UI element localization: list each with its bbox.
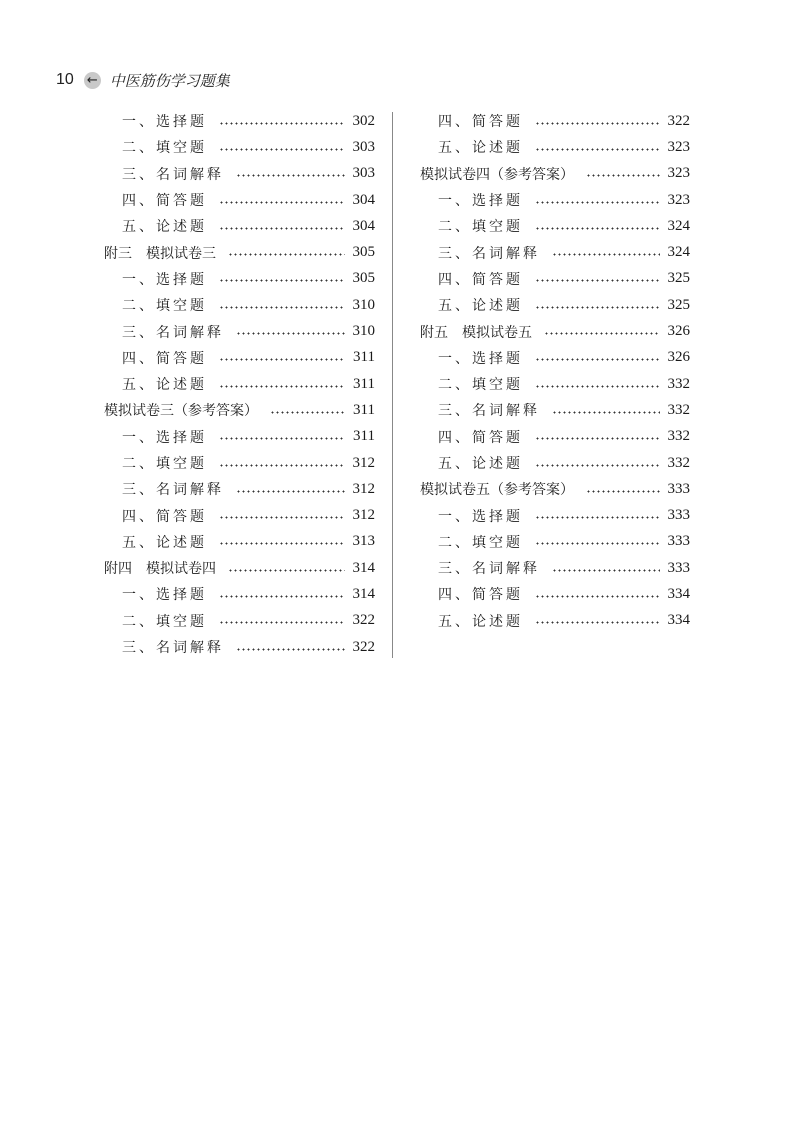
dot-leader [535,542,660,545]
toc-entry-page: 332 [667,401,690,418]
toc-section-entry [104,239,375,265]
dot-leader [219,437,345,440]
dot-leader [544,332,660,335]
toc-entry [420,213,690,239]
toc-entry-page: 333 [667,507,690,524]
toc-entry-page: 322 [667,112,690,129]
dot-leader [219,621,345,624]
toc-section-entry [420,161,690,187]
toc-entry-page: 322 [352,638,375,655]
dot-leader [228,253,345,256]
dot-leader [535,464,660,467]
toc-entry [104,424,375,450]
toc-entry [420,608,690,634]
toc-entry-page: 313 [352,533,375,550]
toc-entry-page: 333 [667,533,690,550]
toc-entry-page: 312 [352,507,375,524]
dot-leader [535,385,660,388]
dot-leader [219,279,345,282]
toc-entry-page: 332 [667,454,690,471]
dot-leader [586,174,660,177]
toc-entry-page: 302 [352,112,375,129]
dot-leader [535,148,660,151]
toc-entry-page: 312 [352,480,375,497]
column-divider [392,112,393,658]
toc-entry [104,450,375,476]
toc-entry-title: 二、填空题 [438,377,523,394]
dot-leader [219,148,345,151]
toc-entry-title: 五、论述题 [438,456,523,472]
toc-entry-title: 三、名词解释 [438,561,540,578]
toc-entry-page: 303 [352,165,375,182]
toc-entry-title: 一、选择题 [438,193,523,210]
toc-entry [420,266,690,292]
book-title: 中医筋伤学习题集 [109,71,230,90]
toc-entry-title: 五、论述题 [122,377,207,394]
toc-entry-page: 304 [352,217,375,234]
toc-entry-title: 五、论述题 [122,534,207,551]
toc-entry [104,292,375,318]
toc-entry-page: 323 [667,191,690,208]
dot-leader [535,201,660,204]
toc-entry [420,529,690,555]
dot-leader [535,227,660,230]
toc-entry-page: 311 [353,428,375,445]
toc-entry-title: 三、名词解释 [438,245,540,262]
toc-entry [420,450,690,476]
toc-entry [104,476,375,502]
toc-entry [104,134,375,160]
dot-leader [535,279,660,282]
toc-entry [420,345,690,371]
toc-entry-title: 四、简答题 [438,587,523,604]
toc-entry-page: 310 [352,296,375,313]
toc-entry [104,371,375,397]
dot-leader [270,411,345,414]
dot-leader [535,437,660,440]
toc-entry-title: 四、简答题 [438,114,523,131]
toc-entry-title: 四、简答题 [438,271,523,288]
dot-leader [586,490,660,493]
toc-entry-page: 332 [667,375,690,392]
toc-entry-title: 一、选择题 [122,429,207,446]
toc-entry-title: 附四 模拟试卷四 [104,561,216,578]
toc-entry-title: 附三 模拟试卷三 [104,245,216,262]
dot-leader [236,174,345,177]
toc-entry-title: 二、填空题 [122,298,207,315]
toc-entry-title: 四、简答题 [122,193,207,210]
toc-entry-page: 314 [352,585,375,602]
toc-entry-title: 二、填空题 [438,534,523,551]
toc-entry-title: 模拟试卷四（参考答案） [420,166,574,183]
toc-left-column [104,108,375,660]
toc-section-entry [104,397,375,423]
toc-entry-title: 一、选择题 [122,587,207,604]
toc-entry-page: 322 [352,612,375,629]
dot-leader [535,595,660,598]
toc-entry-title: 一、选择题 [122,271,207,288]
toc-entry [420,424,690,450]
toc-entry-page: 326 [667,323,690,340]
toc-entry-title: 四、简答题 [438,429,523,446]
toc-entry-title: 三、名词解释 [122,482,224,499]
dot-leader [535,516,660,519]
dot-leader [236,332,345,335]
toc-entry-page: 323 [667,165,690,182]
toc-section-entry [420,476,690,502]
toc-section-entry [104,555,375,581]
dot-leader [219,122,345,125]
toc-entry-page: 311 [353,375,375,392]
toc-entry [420,581,690,607]
toc-entry-page: 326 [667,349,690,366]
toc-entry [104,108,375,134]
dot-leader [535,358,660,361]
toc-entry-page: 325 [667,296,690,313]
toc-entry-title: 一、选择题 [438,508,523,525]
toc-entry [104,608,375,634]
toc-entry [104,213,375,239]
toc-entry-page: 334 [667,612,690,629]
toc-entry-title: 模拟试卷三（参考答案） [104,403,258,420]
toc-entry-title: 五、论述题 [438,298,523,315]
toc-entry-page: 324 [667,217,690,234]
page-number: 10 [56,71,74,88]
toc-entry [420,397,690,423]
toc-entry-page: 333 [667,559,690,576]
toc-entry [420,292,690,318]
toc-entry-title: 二、填空题 [122,140,207,157]
toc-entry-title: 模拟试卷五（参考答案） [420,482,574,499]
toc-entry-title: 五、论述题 [122,219,207,236]
toc-entry [420,134,690,160]
toc-entry-title: 三、名词解释 [122,324,224,341]
toc-entry-page: 314 [352,559,375,576]
toc-entry [104,187,375,213]
toc-entry [420,371,690,397]
toc-entry-page: 305 [352,244,375,261]
toc-entry-title: 附五 模拟试卷五 [420,324,532,341]
toc-entry [420,239,690,265]
toc-entry-title: 三、名词解释 [438,403,540,420]
dot-leader [552,569,660,572]
toc-entry-title: 二、填空题 [438,219,523,236]
toc-entry-title: 四、简答题 [122,350,207,367]
dot-leader [535,306,660,309]
dot-leader [535,122,660,125]
dot-leader [552,253,660,256]
toc-entry [104,502,375,528]
dot-leader [236,490,345,493]
toc-entry-page: 303 [352,138,375,155]
toc-entry-page: 334 [667,585,690,602]
toc-entry [420,502,690,528]
dot-leader [219,201,345,204]
toc-entry-title: 四、简答题 [122,508,207,525]
toc-entry-page: 311 [353,401,375,418]
toc-entry-page: 323 [667,138,690,155]
toc-entry [104,529,375,555]
dot-leader [219,464,345,467]
running-header [56,68,230,92]
dot-leader [219,306,345,309]
toc-entry [104,318,375,344]
toc-entry-title: 三、名词解释 [122,166,224,183]
toc-entry-page: 333 [667,480,690,497]
dot-leader [219,358,345,361]
toc-entry-page: 325 [667,270,690,287]
toc-entry-page: 304 [352,191,375,208]
toc-entry [104,634,375,660]
dot-leader [219,542,345,545]
toc-entry-title: 二、填空题 [122,613,207,630]
toc-entry-page: 305 [352,270,375,287]
toc-entry-page: 312 [352,454,375,471]
toc-entry-page: 324 [667,244,690,261]
dot-leader [228,569,345,572]
dot-leader [535,621,660,624]
toc-entry-title: 五、论述题 [438,140,523,157]
toc-entry-title: 五、论述题 [438,613,523,630]
toc-entry [104,345,375,371]
toc-section-entry [420,318,690,344]
dot-leader [552,411,660,414]
toc-entry-page: 332 [667,428,690,445]
toc-entry [420,187,690,213]
toc-entry-title: 三、名词解释 [122,640,224,657]
dot-leader [236,648,345,651]
toc-entry-title: 一、选择题 [438,350,523,367]
toc-right-column [420,108,690,634]
toc-entry-page: 311 [353,349,375,366]
arrow-left-icon: ← [84,72,101,89]
toc-entry-title: 二、填空题 [122,456,207,472]
toc-entry [104,581,375,607]
toc-entry [420,108,690,134]
toc-entry [420,555,690,581]
dot-leader [219,385,345,388]
dot-leader [219,595,345,598]
dot-leader [219,227,345,230]
toc-entry-title: 一、选择题 [122,114,207,131]
toc-entry [104,266,375,292]
toc-entry-page: 310 [352,323,375,340]
toc-entry [104,161,375,187]
dot-leader [219,516,345,519]
